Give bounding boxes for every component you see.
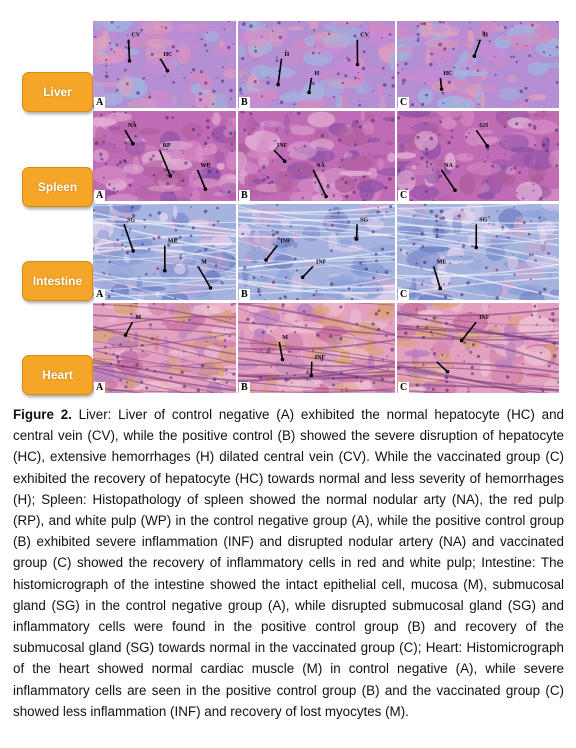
caption-text: Liver: Liver of control negative (A) exhibited the normal hepatocyte (HC) and central vein (CV), while the positive control (B) showed the severe disruption of hepatocyte (HC), extensive hemorrhages (H) dilated central vein (CV). While the vaccinated group (C) exhibited the recovery of hepatocyte (HC) towards normal and less severity of hemorrhages (H); Spleen: Histopathology of spleen showed the normal nodular arty (NA), the red pulp (RP), and white pulp (WP) in the control negative group (A), while the positive control group (B) exhibited severe inflammation (INF) and disrupted nodular artery (NA) and vaccinated group (C) showed the recovery of inflammatory cells in red and white pulp; Intestine: The histomicrograph of the intestine showed the intact epithelial cell, mucosa (M), submucosal gland (SG) in the control negative group (A), while disrupted submucosal gland (SG) and inflammatory cells were found in the positive control group (B) and recovery of the submucosal gland (SG) towards normal in the vaccinated group (C); Heart: Histomicrograph of the heart showed normal cardiac muscle (M) in control negative (A), while severe inflammatory cells are seen in the positive control group (B) and the vaccinated group (C) showed less inflammation (INF) and recovery of lost myocytes (M). [13,407,564,719]
liver-panel-a [93,21,236,108]
svg-text:RP: RP [162,143,171,149]
svg-text:SG: SG [479,217,488,224]
spleen-panel-b [238,111,395,201]
micrograph-image [238,303,395,393]
svg-text:INF: INF [316,259,327,266]
svg-text:INF: INF [314,354,326,361]
micrograph-image [397,111,559,201]
panel-letter: B [241,289,248,300]
spleen-panel-c [397,111,559,201]
svg-text:NA: NA [128,123,137,130]
svg-text:M: M [201,259,207,266]
svg-text:INF: INF [276,143,288,149]
svg-text:HC: HC [443,70,453,77]
panel-letter: B [241,190,248,201]
heart-panel-a [93,303,236,393]
panel-letter: C [400,97,408,108]
svg-text:CV: CV [131,32,141,39]
micrograph-image [93,21,236,108]
svg-text:NA: NA [316,162,325,169]
micrograph-image [93,303,236,393]
svg-text:SG: SG [360,217,369,224]
liver-panel-b [238,21,395,108]
label-intestine: Intestine [22,261,93,301]
micrograph-image [238,204,395,300]
svg-text:H: H [314,70,320,77]
svg-text:SG: SG [127,217,136,224]
panel-letter: C [400,289,408,300]
svg-text:M: M [439,354,446,361]
intestine-panel-c [397,204,559,300]
svg-text:M: M [135,315,142,322]
panel-letter: A [96,289,104,300]
micrograph-image [397,21,559,108]
panel-letter: C [400,190,408,201]
micrograph-image [397,204,559,300]
intestine-panel-b [238,204,395,300]
svg-text:INF: INF [479,315,490,322]
svg-text:H: H [284,51,290,58]
label-heart: Heart [22,355,93,395]
caption-label: Figure 2. [13,407,72,422]
svg-text:H: H [483,32,488,39]
panel-letter: A [96,382,104,393]
svg-text:ME: ME [167,238,178,245]
panel-letter: A [96,97,104,108]
heart-panel-c [397,303,559,393]
panel-letter: B [241,97,248,108]
svg-text:INF: INF [280,238,291,245]
label-liver: Liver [22,72,93,112]
panel-letter: B [241,382,248,393]
heart-panel-b [238,303,395,393]
spleen-panel-a [93,111,236,201]
label-spleen: Spleen [22,167,93,207]
svg-text:M: M [282,335,288,341]
panel-letter: C [400,382,408,393]
micrograph-image [93,204,236,300]
svg-text:ME: ME [436,259,447,266]
micrograph-image [238,111,395,201]
micrograph-image [93,111,236,201]
panel-letter: A [96,190,104,201]
svg-text:NA: NA [444,162,453,169]
intestine-panel-a [93,204,236,300]
micrograph-image [397,303,559,393]
micrograph-image [238,21,395,108]
svg-text:CV: CV [360,32,369,39]
svg-text:GN: GN [479,123,489,130]
liver-panel-c [397,21,559,108]
svg-text:HC: HC [163,51,173,58]
svg-text:WP: WP [200,162,211,169]
figure-caption [13,404,564,722]
